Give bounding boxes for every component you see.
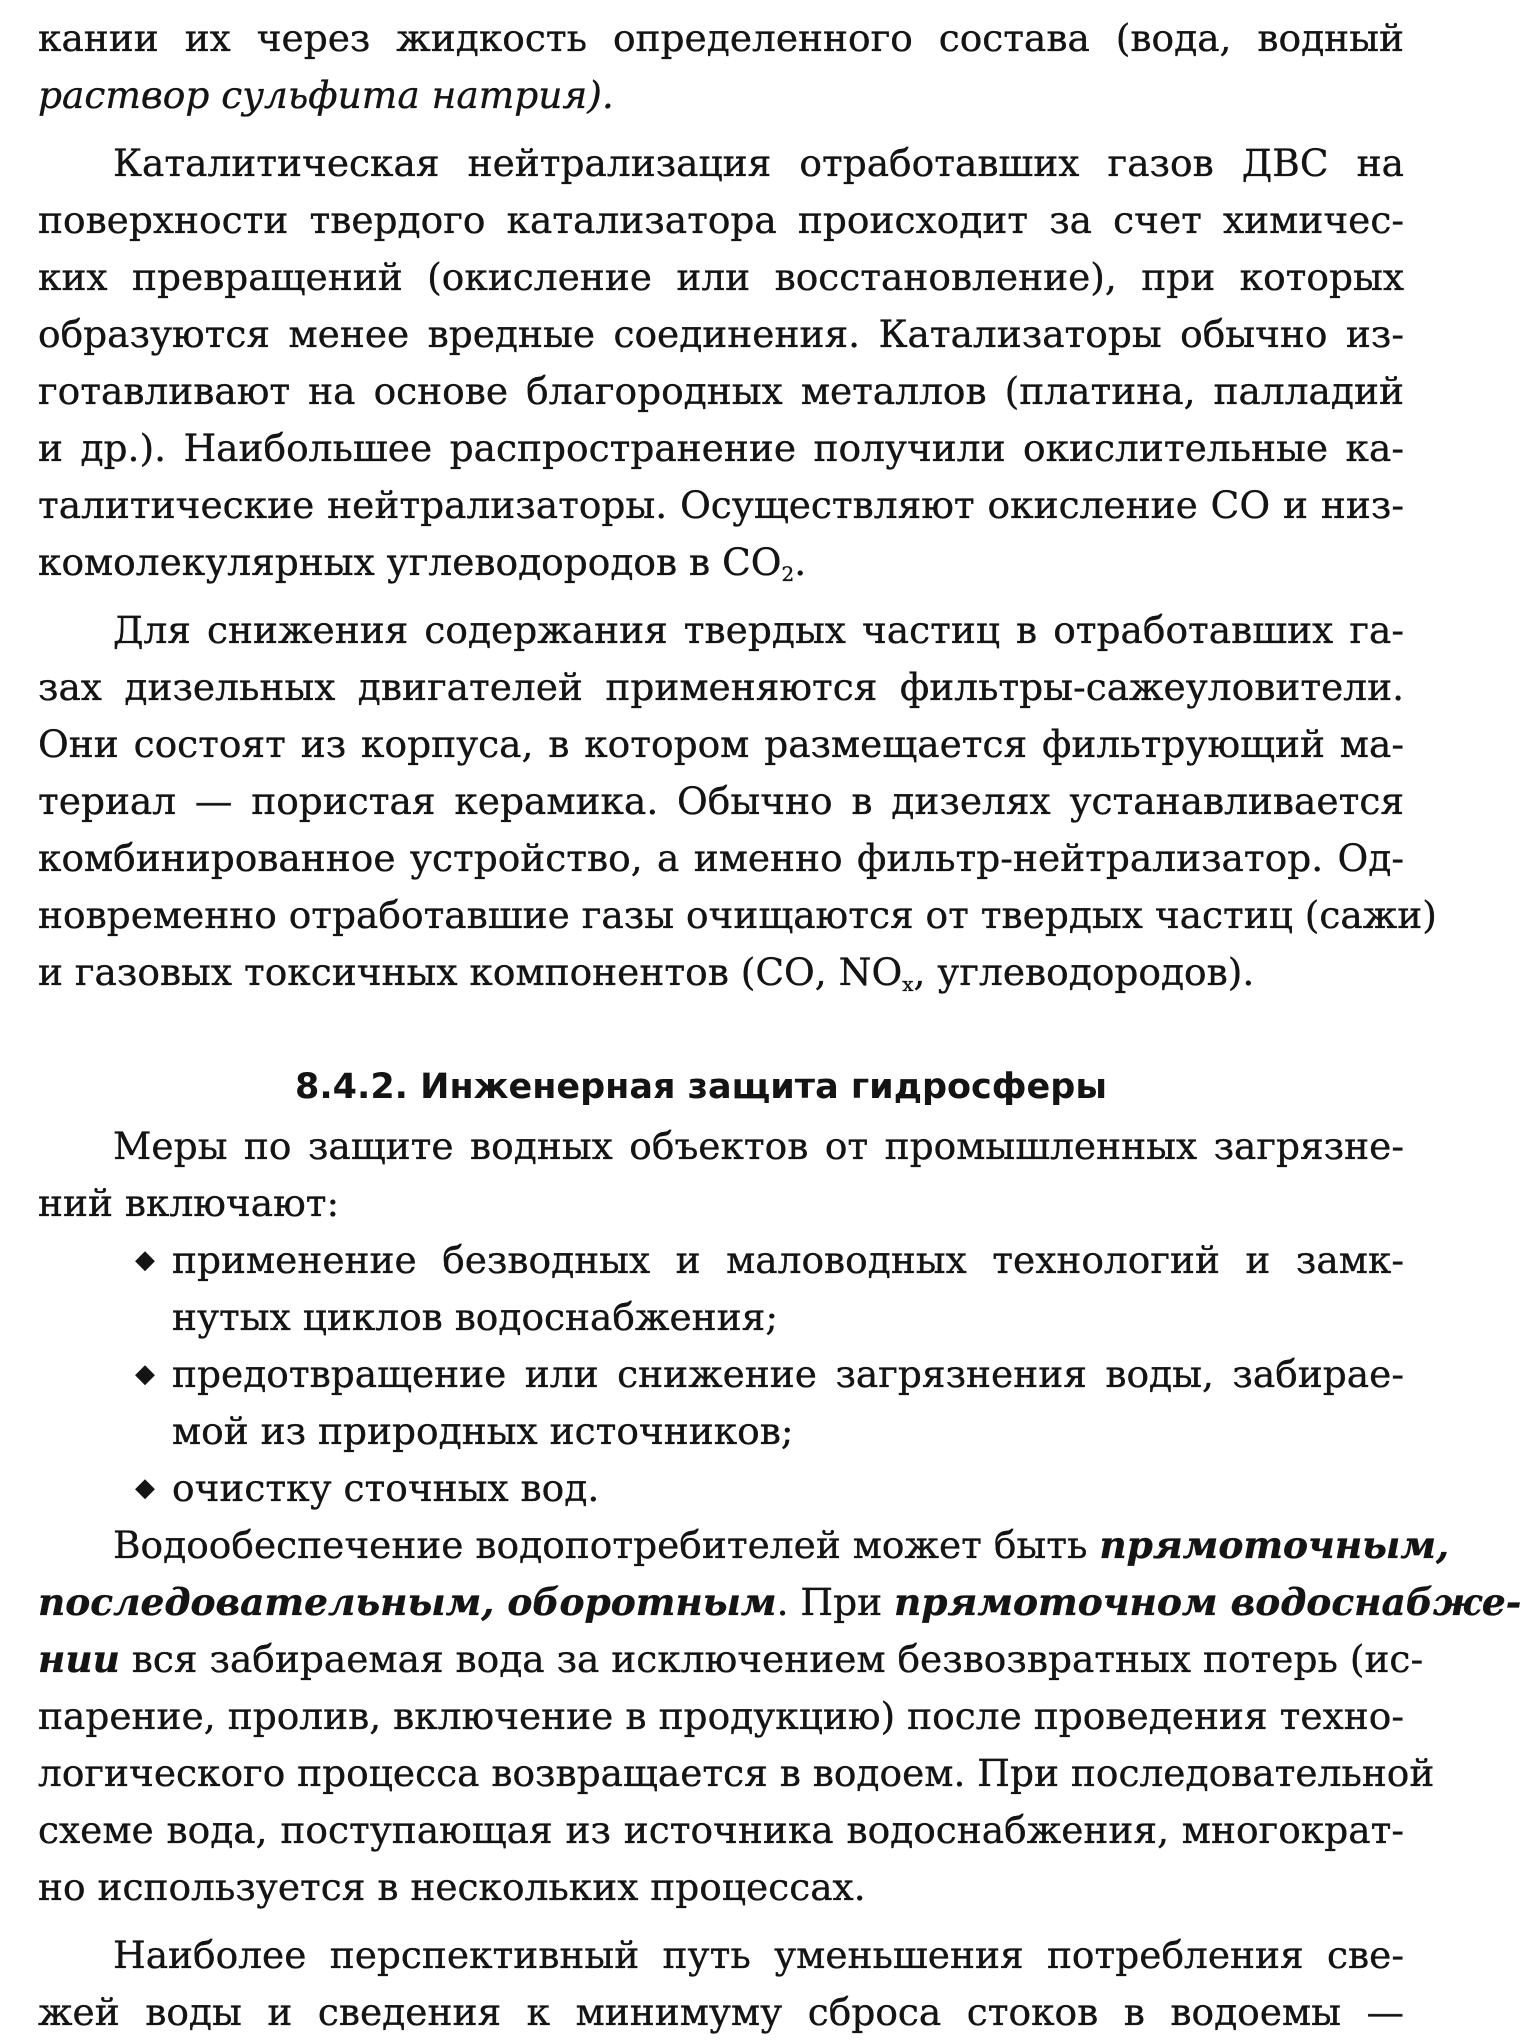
text-line bbox=[38, 1631, 1424, 1688]
text-line: но используется в нескольких процессах. bbox=[38, 1865, 866, 1909]
diamond-bullet-icon: ◆ bbox=[135, 1359, 155, 1389]
text-line bbox=[38, 1574, 1521, 1631]
text-line: Меры по защите водных объектов от промышленных загрязне- bbox=[113, 1124, 1404, 1168]
text-run: вся забираемая вода за исключением безвозвратных потерь (ис- bbox=[119, 1637, 1424, 1681]
list-item bbox=[38, 1460, 1404, 1517]
text-line: готавливают на основе благородных металлов (платина, палладий bbox=[38, 369, 1404, 413]
text-line: комбинированное устройство, а именно фильтр-нейтрализатор. Од- bbox=[38, 836, 1404, 880]
subscript: x bbox=[902, 972, 914, 996]
text-line: талитические нейтрализаторы. Осуществляют окисление СО и низ- bbox=[38, 483, 1404, 527]
text-line: Наиболее перспективный путь уменьшения потребления све- bbox=[113, 1933, 1404, 1977]
list-item bbox=[38, 1346, 1404, 1403]
list-item-text: очистку сточных вод. bbox=[172, 1466, 600, 1510]
text-line bbox=[38, 944, 1404, 1001]
diamond-bullet-icon: ◆ bbox=[135, 1245, 155, 1275]
emphasis-term: прямоточным, bbox=[1099, 1523, 1450, 1567]
text-line: Они состоят из корпуса, в котором размещается фильтрующий ма- bbox=[38, 722, 1404, 766]
diamond-bullet-icon: ◆ bbox=[135, 1473, 155, 1503]
subscript: 2 bbox=[781, 562, 795, 586]
text-run: . При bbox=[776, 1580, 895, 1624]
text-line: поверхности твердого катализатора происходит за счет химичес- bbox=[38, 198, 1404, 242]
text-line: Для снижения содержания твердых частиц в отработавших га- bbox=[113, 608, 1404, 652]
text-line: зах дизельных двигателей применяются фильтры-сажеуловители. bbox=[38, 665, 1404, 709]
text-line: парение, пролив, включение в продукцию) после проведения техно- bbox=[38, 1694, 1404, 1738]
text-line: новременно отработавшие газы очищаются от твердых частиц (сажи) bbox=[38, 893, 1437, 937]
list-item-continuation: нутых циклов водоснабжения; bbox=[172, 1295, 778, 1339]
text-line: схеме вода, поступающая из источника водоснабжения, многократ- bbox=[38, 1808, 1404, 1852]
list-item-text: предотвращение или снижение загрязнения воды, забирае- bbox=[172, 1352, 1404, 1396]
emphasis-term: последовательным, оборотным bbox=[38, 1580, 777, 1624]
text-line bbox=[38, 1517, 1450, 1574]
text-line: и др.). Наибольшее распространение получили окислительные ка- bbox=[38, 426, 1404, 470]
text-line: образуются менее вредные соединения. Катализаторы обычно из- bbox=[38, 312, 1404, 356]
text-line: логического процесса возвращается в водоем. При последовательной bbox=[38, 1751, 1435, 1795]
text-line bbox=[38, 534, 1404, 591]
list-item-continuation: мой из природных источников; bbox=[172, 1409, 794, 1453]
list-item bbox=[38, 1232, 1404, 1289]
text-line: ких превращений (окисление или восстановление), при которых bbox=[38, 255, 1404, 299]
text-run: . bbox=[794, 540, 807, 584]
section-heading: 8.4.2. Инженерная защита гидросферы bbox=[295, 1067, 1107, 1107]
text-line: жей воды и сведения к минимуму сброса стоков в водоемы — bbox=[38, 1990, 1404, 2034]
text-line: териал — пористая керамика. Обычно в дизелях устанавливается bbox=[38, 779, 1404, 823]
text-run: комолекулярных углеводородов в СО bbox=[38, 540, 782, 584]
text-line: кании их через жидкость определенного состава (вода, водный bbox=[38, 16, 1404, 60]
text-line: раствор сульфита натрия). bbox=[38, 73, 614, 117]
text-run: и газовых токсичных компонентов (СО, NO bbox=[38, 950, 903, 994]
list-item-text: применение безводных и маловодных технологий и замк- bbox=[172, 1238, 1404, 1282]
text-run: , углеводородов). bbox=[913, 950, 1255, 994]
text-line: ний включают: bbox=[38, 1181, 340, 1225]
text-line: Каталитическая нейтрализация отработавших газов ДВС на bbox=[113, 141, 1404, 185]
text-run: Водообеспечение водопотребителей может быть bbox=[113, 1523, 1100, 1567]
emphasis-term: прямоточном водоснабже- bbox=[894, 1580, 1521, 1624]
emphasis-term: нии bbox=[38, 1637, 120, 1681]
